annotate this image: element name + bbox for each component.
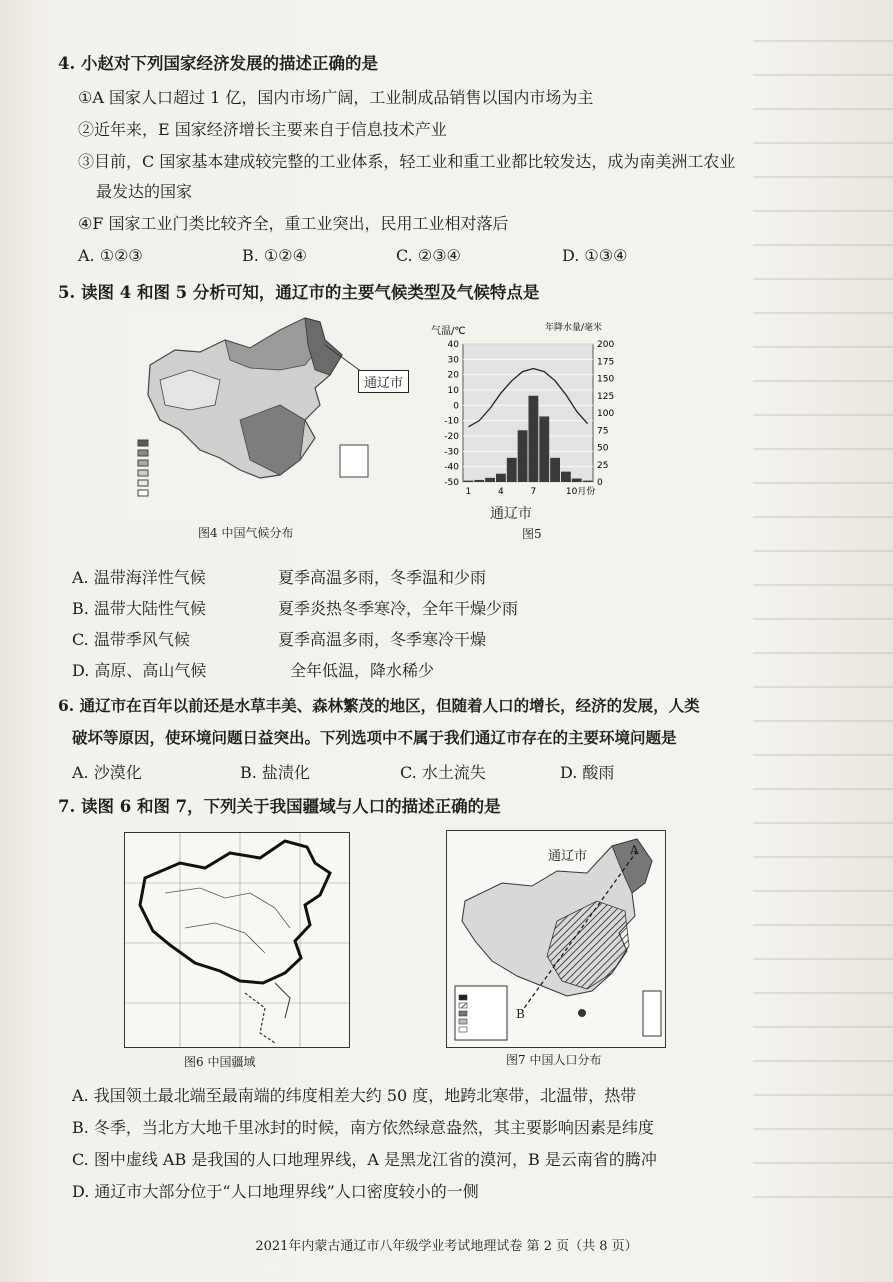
climate-chart bbox=[425, 322, 635, 497]
y-tick-label: -40 bbox=[444, 462, 459, 473]
fig5-caption: 图5 bbox=[522, 527, 542, 541]
q5-option-a-name[interactable]: A. 温带海洋性气候 bbox=[72, 568, 206, 587]
precipitation-bar-4 bbox=[496, 474, 506, 482]
y2-tick-label: 0 bbox=[597, 478, 603, 488]
q6-option-a[interactable]: A. 沙漠化 bbox=[72, 763, 142, 782]
precipitation-bar-12 bbox=[583, 481, 593, 482]
q5-option-a-desc: 夏季高温多雨，冬季温和少雨 bbox=[278, 568, 487, 587]
y-tick-label: 30 bbox=[447, 355, 459, 366]
precipitation-bar-11 bbox=[572, 479, 582, 482]
q6-option-d[interactable]: D. 酸雨 bbox=[560, 763, 615, 782]
chart-city-label: 通辽市 bbox=[490, 506, 532, 522]
y-tick-label: -20 bbox=[444, 432, 459, 442]
precipitation-bar-9 bbox=[550, 458, 560, 482]
y2-tick-label: 25 bbox=[597, 460, 609, 471]
precipitation-bar-1 bbox=[464, 481, 474, 482]
y2-tick-label: 75 bbox=[597, 426, 609, 437]
q4-statement-1: ①A 国家人口超过 1 亿，国内市场广阔，工业制成品销售以国内市场为主 bbox=[78, 88, 594, 107]
y2-tick-label: 200 bbox=[597, 340, 615, 350]
q7-option-d[interactable]: D. 通辽市大部分位于“人口地理界线”人口密度较小的一侧 bbox=[72, 1182, 479, 1201]
page-footer: 2021年内蒙古通辽市八年级学业考试地理试卷 第 2 页（共 8 页） bbox=[255, 1239, 638, 1254]
chart-y2label: 年降水量/毫米 bbox=[545, 323, 603, 333]
bleed-through-text bbox=[753, 40, 893, 1220]
q4-statement-4: ④F 国家工业门类比较齐全，重工业突出，民用工业相对落后 bbox=[78, 214, 509, 233]
fig4-caption: 图4 中国气候分布 bbox=[198, 526, 294, 540]
q5-option-d-desc: 全年低温，降水稀少 bbox=[290, 661, 435, 680]
precipitation-bar-10 bbox=[561, 472, 571, 482]
y2-tick-label: 125 bbox=[597, 391, 615, 402]
q4-statement-3b: 最发达的国家 bbox=[96, 182, 193, 201]
q6-stem-1: 6. 通辽市在百年以前还是水草丰美、森林繁茂的地区，但随着人口的增长，经济的发展，人类 bbox=[58, 696, 700, 715]
q7-option-a[interactable]: A. 我国领土最北端至最南端的纬度相差大约 50 度，地跨北寒带，北温带，热带 bbox=[72, 1086, 637, 1105]
q5-option-b-desc: 夏季炎热冬季寒冷，全年干燥少雨 bbox=[278, 599, 519, 618]
q4-stem: 4. 小赵对下列国家经济发展的描述正确的是 bbox=[58, 54, 378, 73]
y-tick-label: -30 bbox=[444, 447, 459, 458]
fig7-caption: 图7 中国人口分布 bbox=[506, 1053, 602, 1067]
y-tick-label: -10 bbox=[444, 416, 459, 427]
y-tick-label: 40 bbox=[447, 340, 459, 350]
q5-option-d-name[interactable]: D. 高原、高山气候 bbox=[72, 661, 207, 680]
precipitation-bar-8 bbox=[539, 416, 549, 482]
precipitation-bar-2 bbox=[474, 480, 484, 482]
q4-statement-2: ②近年来，E 国家经济增长主要来自于信息技术产业 bbox=[78, 120, 447, 139]
fig6-caption: 图6 中国疆域 bbox=[184, 1055, 256, 1069]
q7-stem: 7. 读图 6 和图 7，下列关于我国疆域与人口的描述正确的是 bbox=[58, 797, 501, 816]
q5-option-c-name[interactable]: C. 温带季风气候 bbox=[72, 630, 190, 649]
q6-option-b[interactable]: B. 盐渍化 bbox=[240, 763, 310, 782]
q6-option-c[interactable]: C. 水土流失 bbox=[400, 763, 486, 782]
y2-tick-label: 175 bbox=[597, 357, 615, 368]
x-tick-label: 10月份 bbox=[565, 487, 596, 497]
precipitation-bar-6 bbox=[518, 430, 528, 482]
precipitation-bar-3 bbox=[485, 478, 495, 482]
y-tick-label: -50 bbox=[444, 478, 459, 488]
y2-tick-label: 100 bbox=[597, 409, 615, 419]
precipitation-bar-7 bbox=[529, 396, 539, 482]
q5-option-b-name[interactable]: B. 温带大陆性气候 bbox=[72, 599, 206, 618]
y-tick-label: 20 bbox=[447, 370, 459, 381]
tongliao-label-fig7: 通辽市 bbox=[548, 849, 588, 864]
q6-stem-2: 破坏等原因，使环境问题日益突出。下列选项中不属于我们通辽市存在的主要环境问题是 bbox=[72, 728, 677, 747]
chart-plot-area bbox=[463, 344, 593, 482]
china-climate-map bbox=[130, 310, 420, 520]
chart-ylabel: 气温/℃ bbox=[431, 326, 466, 337]
china-territory-map-frame bbox=[124, 832, 350, 1048]
q4-option-b[interactable]: B. ①②④ bbox=[242, 246, 307, 265]
y2-tick-label: 50 bbox=[597, 443, 609, 454]
y2-tick-label: 150 bbox=[597, 374, 615, 385]
q7-option-b[interactable]: B. 冬季，当北方大地千里冰封的时候，南方依然绿意盎然，其主要影响因素是纬度 bbox=[72, 1118, 654, 1137]
x-tick-label: 4 bbox=[498, 487, 504, 497]
x-tick-label: 1 bbox=[465, 487, 472, 497]
y-tick-label: 10 bbox=[447, 386, 459, 396]
q4-statement-3a: ③目前，C 国家基本建成较完整的工业体系，轻工业和重工业都比较发达，成为南美洲工农业 bbox=[78, 152, 736, 171]
y-tick-label: 0 bbox=[453, 401, 459, 412]
point-b-label: B bbox=[516, 1007, 525, 1021]
q4-option-a[interactable]: A. ①②③ bbox=[78, 246, 143, 265]
q5-stem: 5. 读图 4 和图 5 分析可知，通辽市的主要气候类型及气候特点是 bbox=[58, 283, 540, 302]
china-territory-map bbox=[125, 833, 349, 1047]
x-tick-label: 7 bbox=[530, 487, 537, 497]
q7-option-c[interactable]: C. 图中虚线 AB 是我国的人口地理界线，A 是黑龙江省的漠河，B 是云南省的腾冲 bbox=[72, 1150, 657, 1169]
tongliao-label-fig4: 通辽市 bbox=[358, 370, 409, 393]
q4-option-d[interactable]: D. ①③④ bbox=[562, 246, 628, 265]
precipitation-bar-5 bbox=[507, 458, 517, 482]
q5-option-c-desc: 夏季高温多雨，冬季寒冷干燥 bbox=[278, 630, 487, 649]
q4-option-c[interactable]: C. ②③④ bbox=[396, 246, 461, 265]
point-a-label: A bbox=[630, 843, 639, 857]
